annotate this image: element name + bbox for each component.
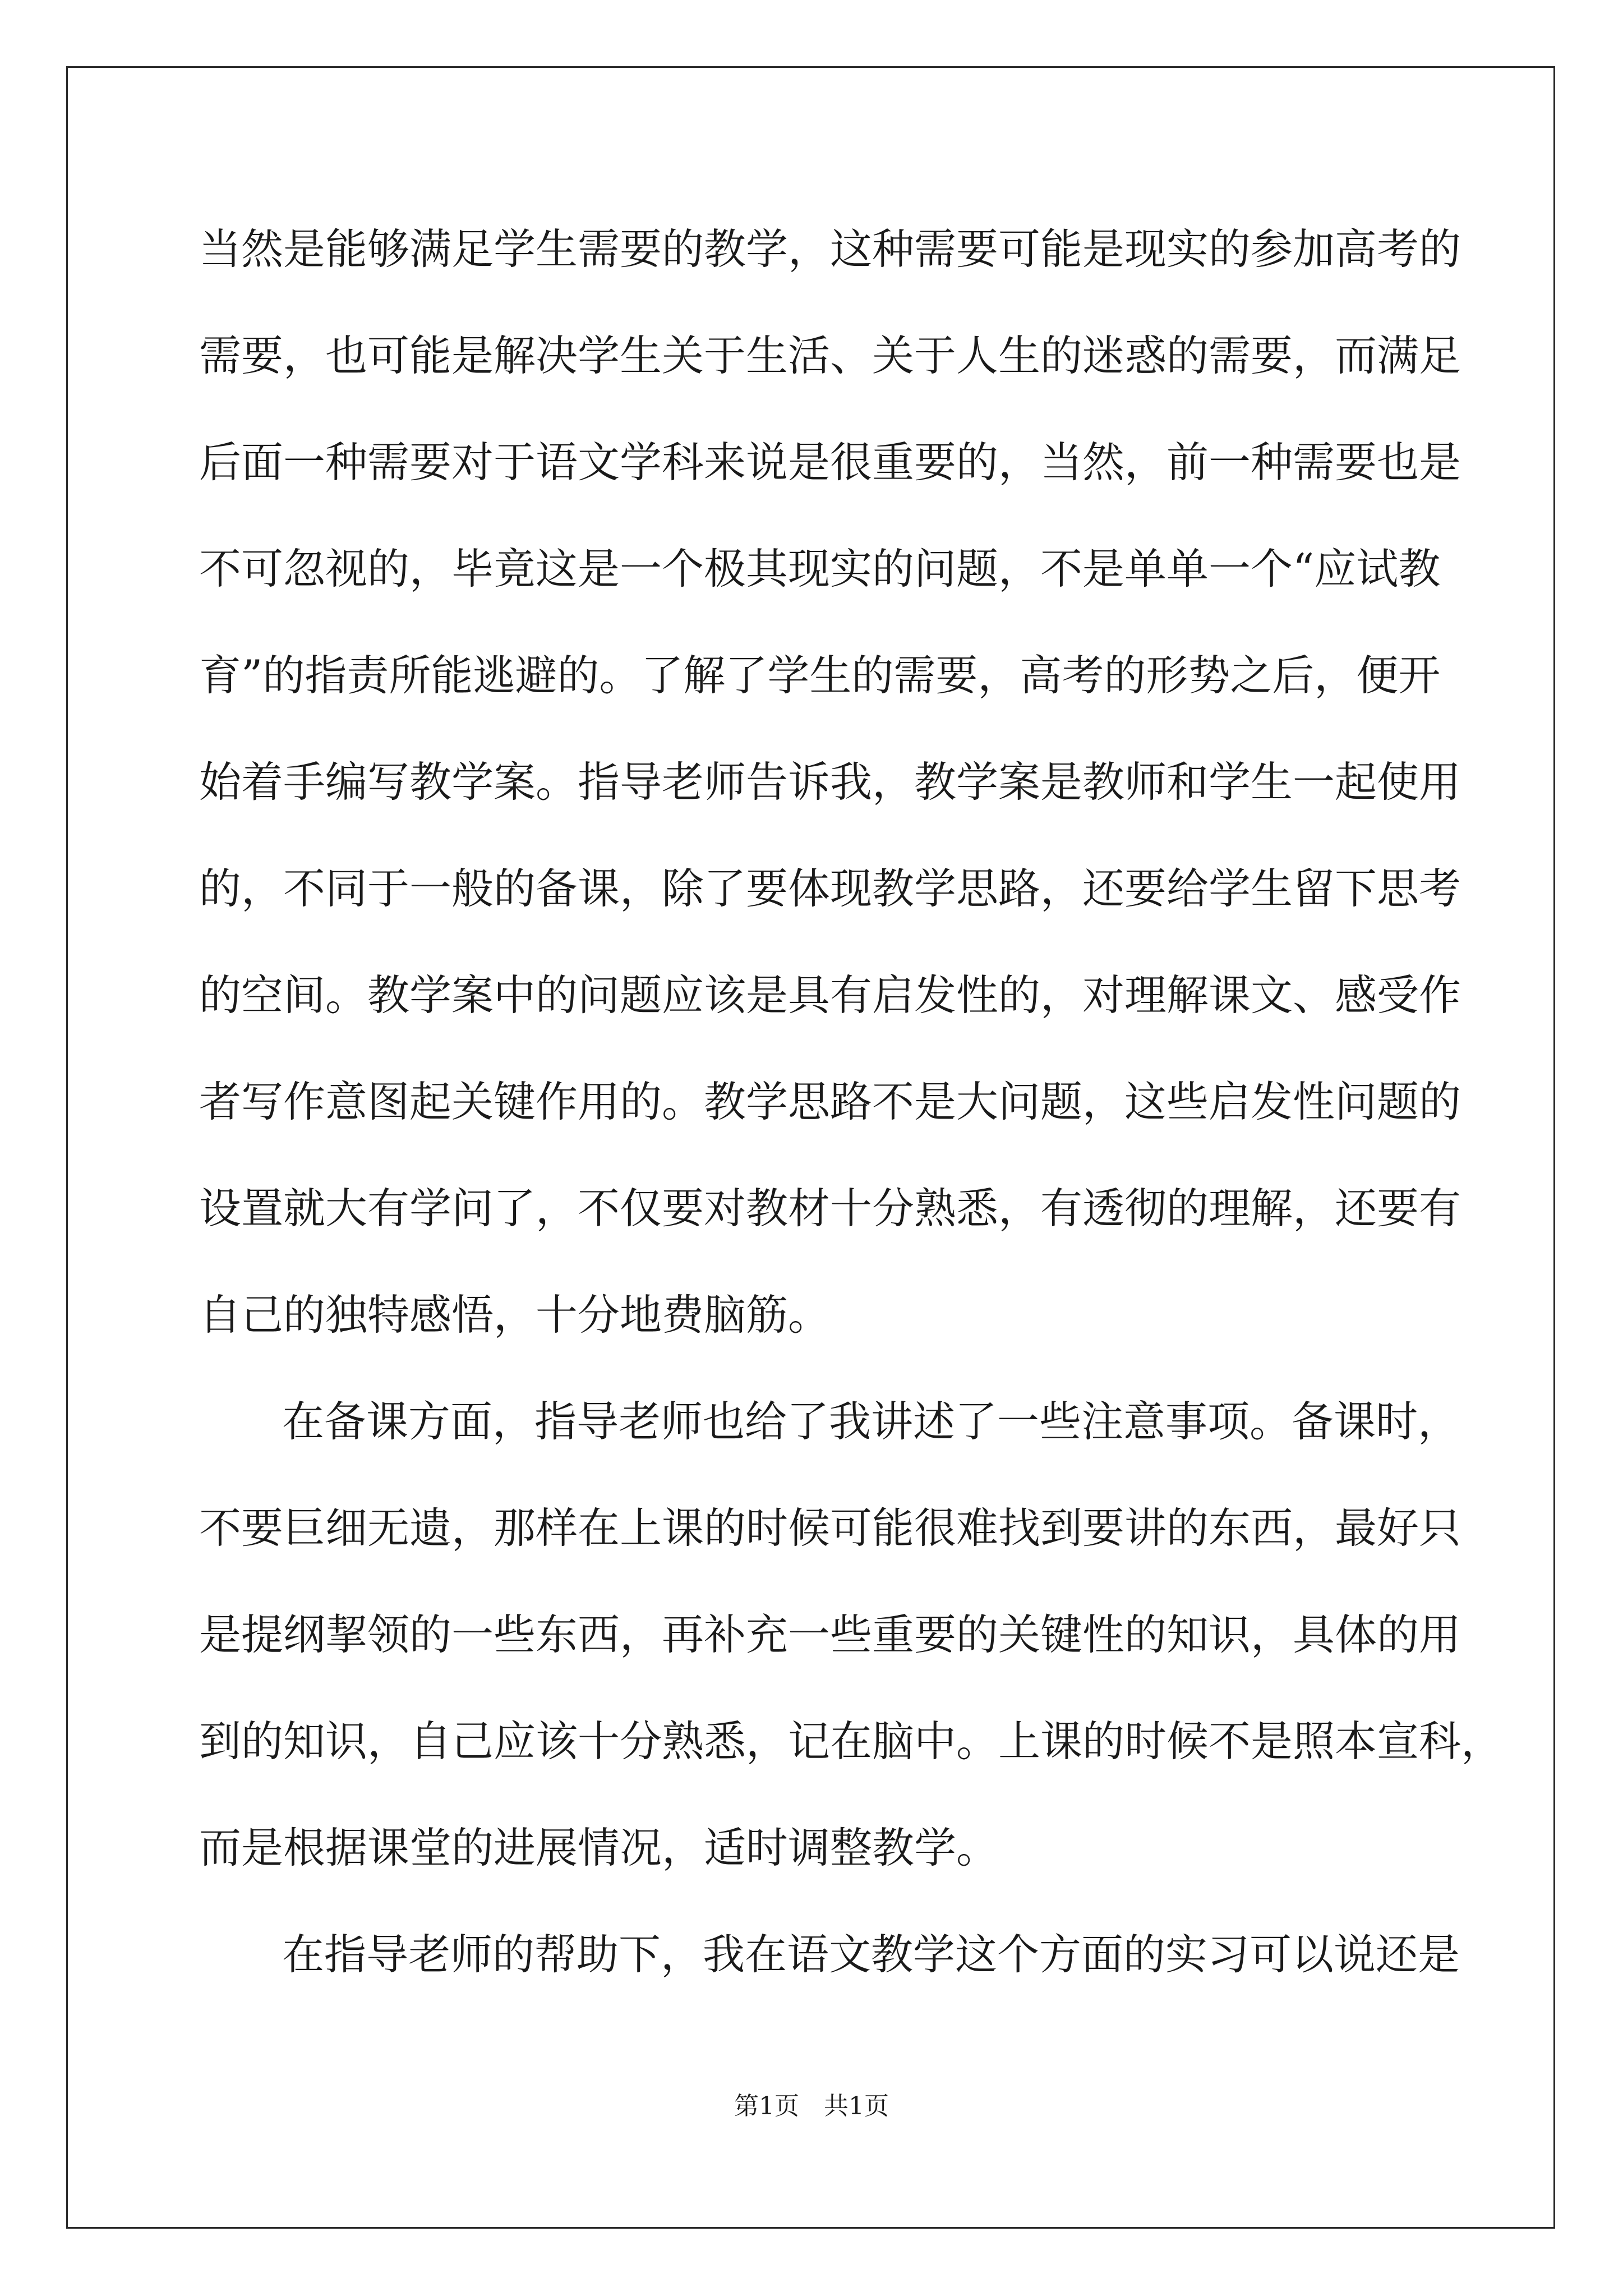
text-line: 当然是能够满足学生需要的教学，这种需要可能是现实的参加高考的 <box>199 224 1461 274</box>
page-footer: 第1页 共1页 <box>734 2092 889 2120</box>
text-line: 者写作意图起关键作用的。教学思路不是大问题，这些启发性问题的 <box>199 1077 1461 1126</box>
text-line: 育”的指责所能逃避的。了解了学生的需要，高考的形势之后，便开 <box>199 651 1441 700</box>
text-line: 不要巨细无遗，那样在上课的时候可能很难找到要讲的东西，最好只 <box>199 1503 1461 1553</box>
text-line: 的空间。教学案中的问题应该是具有启发性的，对理解课文、感受作 <box>199 970 1461 1020</box>
document-body <box>199 216 1504 2028</box>
text-line: 而是根据课堂的进展情况，适时调整教学。 <box>199 1823 999 1872</box>
text-line: 后面一种需要对于语文学科来说是很重要的，当然，前一种需要也是 <box>199 438 1461 487</box>
paragraph-first-line: 在备课方面，指导老师也给了我讲述了一些注意事项。备课时， <box>282 1397 1460 1446</box>
text-line: 到的知识，自己应该十分熟悉，记在脑中。上课的时候不是照本宣科， <box>199 1717 1504 1766</box>
text-line: 不可忽视的，毕竟这是一个极其现实的问题，不是单单一个“应试教 <box>199 544 1441 593</box>
paragraph-first-line: 在指导老师的帮助下，我在语文教学这个方面的实习可以说还是 <box>282 1930 1460 1979</box>
text-line: 设置就大有学问了，不仅要对教材十分熟悉，有透彻的理解，还要有 <box>199 1184 1461 1233</box>
text-line: 是提纲挈领的一些东西，再补充一些重要的关键性的知识，具体的用 <box>199 1610 1461 1659</box>
text-line: 需要，也可能是解决学生关于生活、关于人生的迷惑的需要，而满足 <box>199 331 1461 380</box>
text-line: 的，不同于一般的备课，除了要体现教学思路，还要给学生留下思考 <box>199 864 1461 913</box>
text-line: 自己的独特感悟，十分地费脑筋。 <box>199 1290 831 1340</box>
text-line: 始着手编写教学案。指导老师告诉我，教学案是教师和学生一起使用 <box>199 757 1461 807</box>
